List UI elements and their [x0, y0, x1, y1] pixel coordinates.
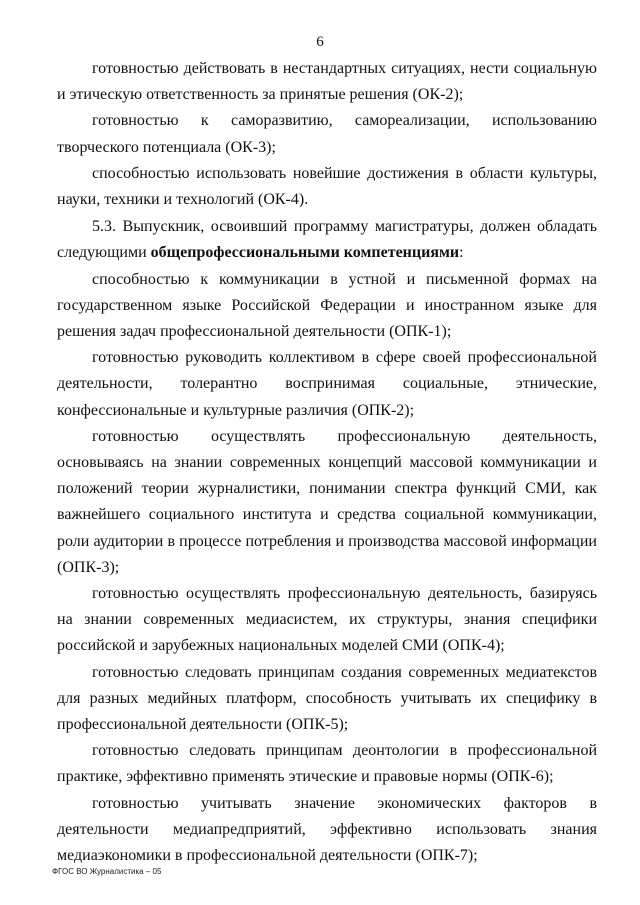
paragraph-opk-5: готовностью следовать принципам создания современных медиатекстов для разных медийных платформ, способность учитывать их специфику в профессиональной деятельности (ОПК-5); — [57, 663, 597, 734]
paragraph-ok-4: способностью использовать новейшие достижения в области культуры, науки, техники и технологий (ОК-4). — [57, 164, 597, 209]
paragraph-opk-6: готовностью следовать принципам деонтологии в профессиональной практике, эффективно применять этические и правовые нормы (ОПК-6); — [57, 742, 597, 786]
paragraph-opk-4: готовностью осуществлять профессиональную деятельность, базируясь на знании современных медиасистем, их структуры, знания специфики российской и зарубежных национальных моделей СМИ (ОПК-4); — [57, 585, 597, 655]
paragraph-opk-2: готовностью руководить коллективом в сфере своей профессиональной деятельности, толерантно воспринимая социальные, этнические, конфессиональные и культурные различия (ОПК-2); — [57, 349, 597, 419]
page-footer: ФГОС ВО Журналистика – 05 — [52, 867, 162, 876]
section-5-3-tail: : — [459, 244, 464, 262]
paragraph-opk-3: готовностью осуществлять профессиональную деятельность, основываясь на знании современных концепций массовой коммуникации и положений теории журналистики, понимании спектра функций СМИ, как важнейшего социального института и средства социальной коммуникации, роли аудитории в процессе потребления и производства массовой информации (ОПК-3); — [57, 427, 597, 576]
page-number: 6 — [316, 34, 324, 50]
document-body — [57, 56, 597, 869]
section-5-3-intro — [57, 214, 597, 266]
paragraph-ok-2: готовностью действовать в нестандартных ситуациях, нести социальную и этическую ответственность за принятые решения (ОК-2); — [57, 60, 597, 104]
section-5-3-bold-term: общепрофессиональными компетенциями — [150, 244, 460, 262]
paragraph-opk-1: способностью к коммуникации в устной и письменной формах на государственном языке Российской Федерации и иностранном языке для решения задач профессиональной деятельности (ОПК-1); — [57, 270, 597, 341]
paragraph-ok-3: готовностью к саморазвитию, самореализации, использованию творческого потенциала (ОК-3); — [57, 112, 597, 156]
paragraph-opk-7: готовностью учитывать значение экономических факторов в деятельности медиапредприятий, эффективно использовать знания медиаэкономики в профессиональной деятельности (ОПК-7); — [57, 794, 597, 865]
section-5-3-lead: 5.3. Выпускник, освоивший программу магистратуры, должен обладать следующими — [57, 218, 597, 262]
